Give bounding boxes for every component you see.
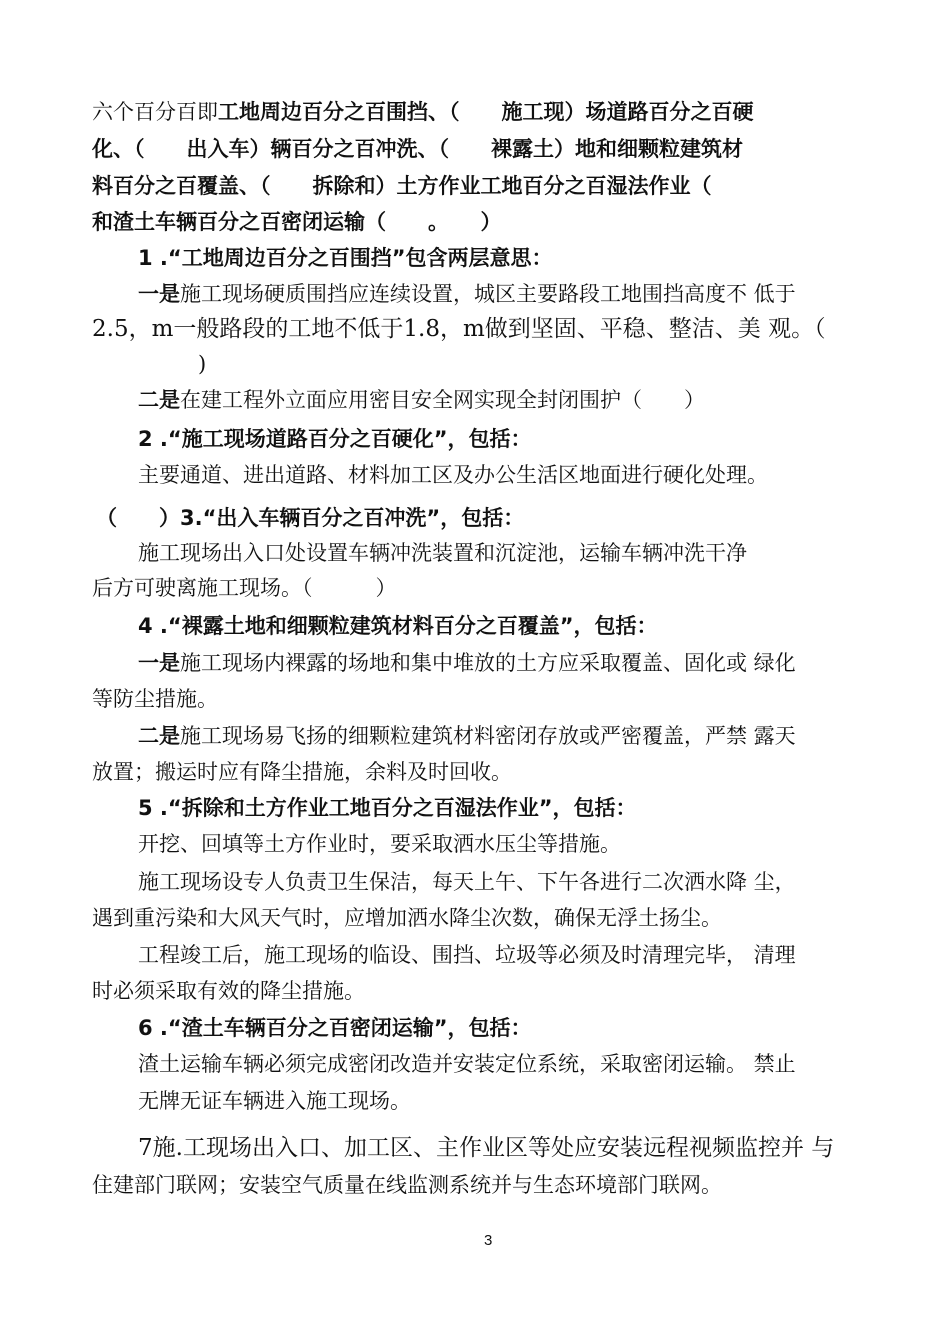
section-5-para-2-line-2: 遇到重污染和大风天气时，应增加洒水降尘次数，确保无浮土扬尘。 — [92, 906, 722, 930]
section-5-para-3-line-1: 工程竣工后，施工现场的临设、围挡、垃圾等必须及时清理完毕， 清理 — [138, 943, 796, 967]
section-1-para-2-line-1-text: 在建工程外立面应用密目安全网实现全封闭围护（ ） — [180, 388, 705, 412]
intro-line-1-text: 工地周边百分之百围挡、（ 施工现）场道路百分之百硬 — [218, 100, 754, 124]
section-6-heading: 6 .“渣土车辆百分之百密闭运输”，包括： — [138, 1016, 532, 1040]
section-3-heading: （ ）3.“出入车辆百分之百冲洗”，包括： — [96, 506, 525, 530]
section-4-para-2-line-2: 放置；搬运时应有降尘措施，余料及时回收。 — [92, 760, 512, 784]
intro-line-1 — [92, 97, 754, 127]
section-4-para-1-line-2: 等防尘措施。 — [92, 687, 218, 711]
section-7-line-2: 住建部门联网；安装空气质量在线监测系统并与生态环境部门联网。 — [92, 1173, 722, 1197]
section-4-para-1-lead: 一是 — [138, 651, 180, 675]
section-4-para-2-lead: 二是 — [138, 724, 180, 748]
section-1-para-2-line-1 — [138, 385, 705, 415]
section-5-heading: 5 .“拆除和土方作业工地百分之百湿法作业”，包括： — [138, 796, 637, 820]
section-1-para-1-line-2: 2.5，m一般路段的工地不低于1.8，m做到坚固、平稳、整洁、美 观。（ — [92, 316, 826, 342]
section-4-para-2-line-1 — [138, 721, 796, 751]
section-3-line-1: 施工现场出入口处设置车辆冲洗装置和沉淀池，运输车辆冲洗干净 — [138, 541, 747, 565]
section-7-line-1: 7施.工现场出入口、加工区、主作业区等处应安装远程视频监控并 与 — [138, 1135, 835, 1161]
section-1-heading: 1 .“工地周边百分之百围挡”包含两层意思： — [138, 246, 553, 270]
intro-line-4: 和渣土车辆百分之百密闭运输（ 。 ） — [92, 210, 502, 234]
intro-line-2: 化、（ 出入车）辆百分之百冲洗、（ 裸露土）地和细颗粒建筑材 — [92, 137, 743, 161]
page-number: 3 — [484, 1232, 493, 1249]
intro-line-3: 料百分之百覆盖、（ 拆除和）土方作业工地百分之百湿法作业（ — [92, 174, 712, 198]
section-2-heading: 2 .“施工现场道路百分之百硬化”，包括： — [138, 427, 532, 451]
section-4-para-1-line-1 — [138, 648, 796, 678]
section-1-para-1-line-1-text: 施工现场硬质围挡应连续设置，城区主要路段工地围挡高度不 低于 — [180, 282, 796, 306]
section-1-para-1-line-1 — [138, 279, 796, 309]
section-1-para-1-line-3: ) — [198, 352, 207, 376]
section-5-para-1-line-1: 开挖、回填等土方作业时，要采取洒水压尘等措施。 — [138, 832, 621, 856]
section-5-para-3-line-2: 时必须采取有效的降尘措施。 — [92, 979, 365, 1003]
section-3-line-2: 后方可驶离施工现场。（ ） — [92, 576, 397, 600]
section-6-line-2: 无牌无证车辆进入施工现场。 — [138, 1089, 411, 1113]
section-5-para-2-line-1: 施工现场设专人负责卫生保洁，每天上午、下午各进行二次洒水降 尘， — [138, 870, 796, 894]
section-1-para-2-lead: 二是 — [138, 388, 180, 412]
section-6-line-1: 渣土运输车辆必须完成密闭改造并安装定位系统，采取密闭运输。 禁止 — [138, 1052, 796, 1076]
section-4-para-2-line-1-text: 施工现场易飞扬的细颗粒建筑材料密闭存放或严密覆盖，严禁 露天 — [180, 724, 796, 748]
intro-lead: 六个百分百即 — [92, 100, 218, 124]
section-4-heading: 4 .“裸露土地和细颗粒建筑材料百分之百覆盖”，包括： — [138, 614, 658, 638]
section-1-para-1-lead: 一是 — [138, 282, 180, 306]
section-2-line-1: 主要通道、进出道路、材料加工区及办公生活区地面进行硬化处理。 — [138, 463, 768, 487]
section-4-para-1-line-1-text: 施工现场内裸露的场地和集中堆放的土方应采取覆盖、固化或 绿化 — [180, 651, 796, 675]
